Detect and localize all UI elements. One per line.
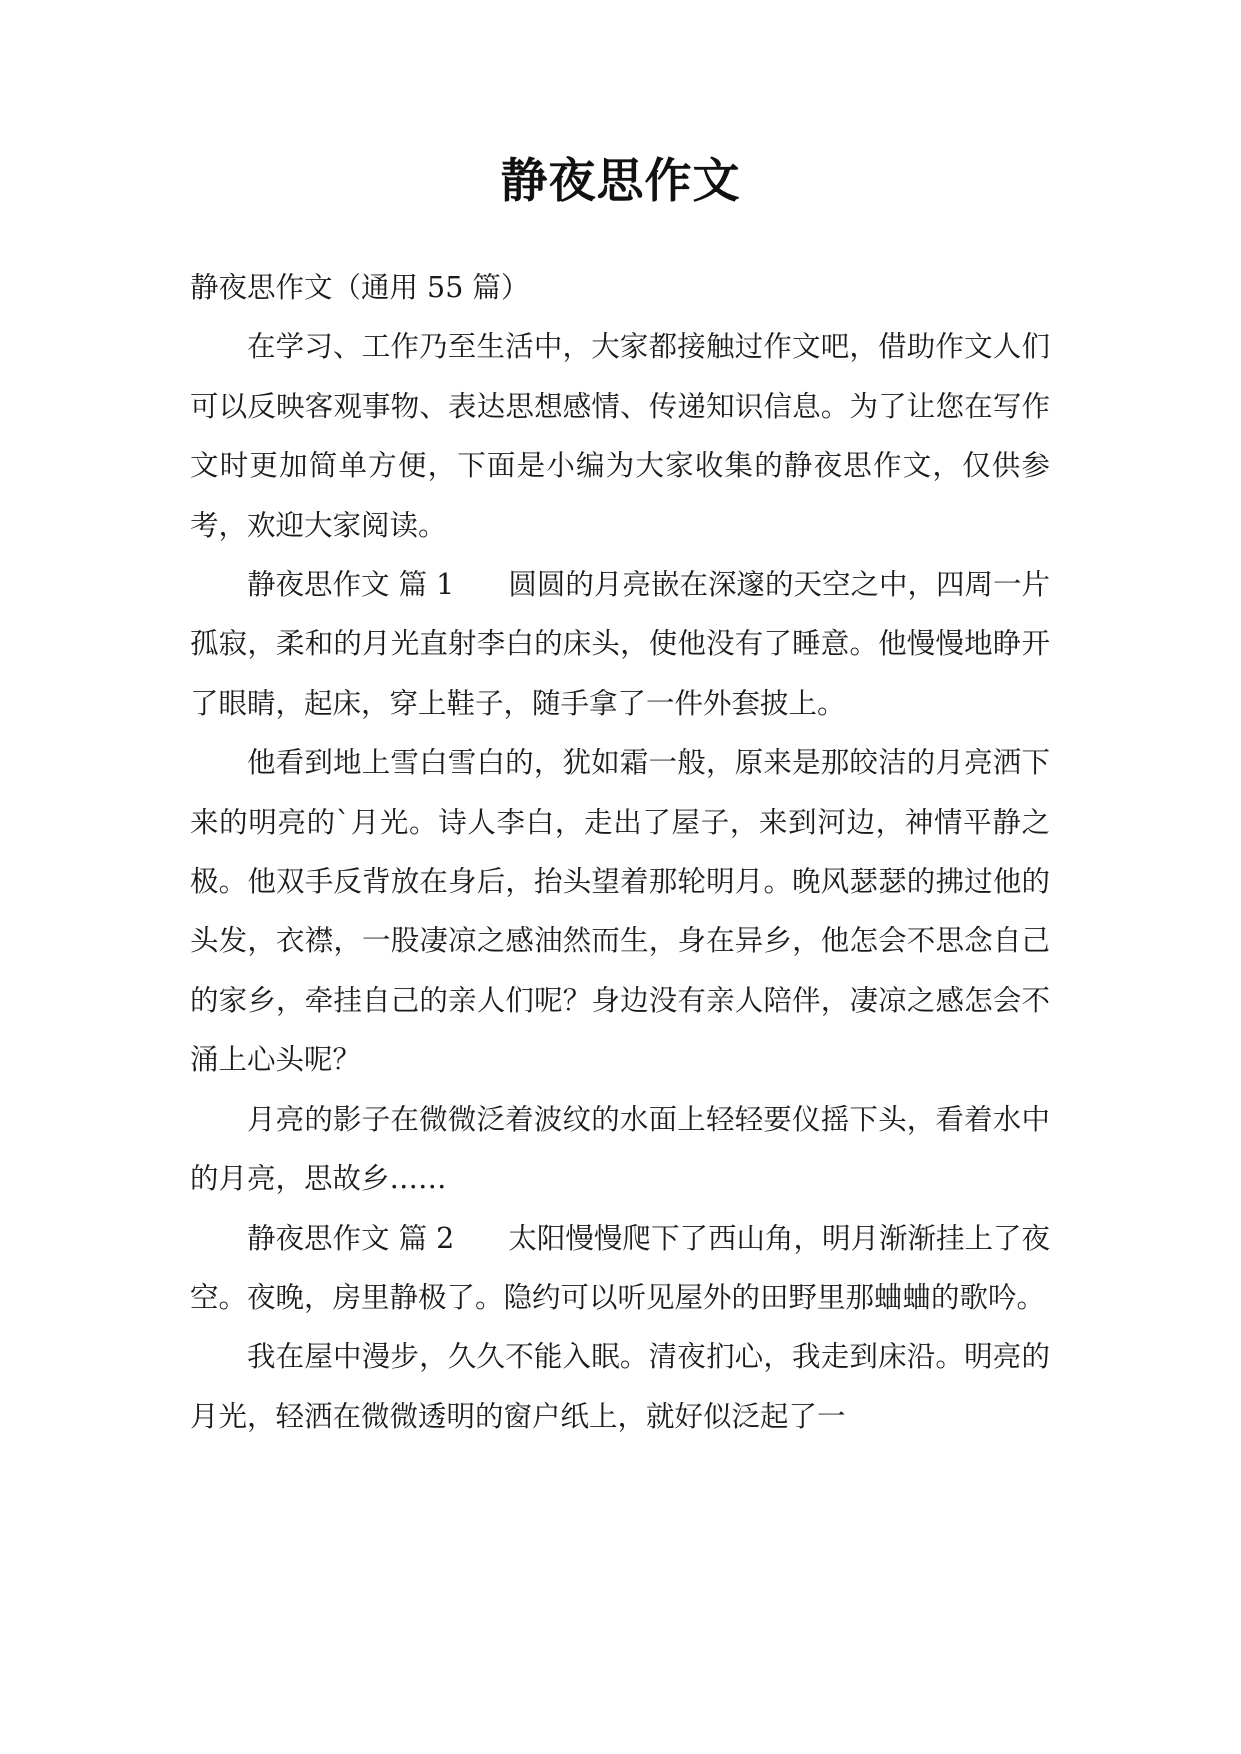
document-subtitle: 静夜思作文（通用 55 篇）: [190, 271, 530, 304]
essay-2-lead-text: 太阳慢慢爬下了西山角，明月渐渐挂上了夜空。夜晚，房里静极了。隐约可以听见屋外的田野里那蛐蛐的歌吟。: [190, 1221, 1050, 1314]
essay-1-lead-text: 圆圆的月亮嵌在深邃的天空之中，四周一片孤寂，柔和的月光直射李白的床头，使他没有了睡意。他慢慢地睁开了眼睛，起床，穿上鞋子，随手拿了一件外套披上。: [190, 568, 1050, 720]
essay-1-first-paragraph: [190, 555, 1050, 733]
intro-paragraph: 在学习、工作乃至生活中，大家都接触过作文吧，借助作文人们可以反映客观事物、表达思想感情、传递知识信息。为了让您在写作文时更加简单方便，下面是小编为大家收集的静夜思作文，仅供参考，欢迎大家阅读。: [190, 330, 1050, 542]
essay-2-paragraph: 我在屋中漫步，久久不能入眠。清夜扪心，我走到床沿。明亮的月光，轻洒在微微透明的窗户纸上，就好似泛起了一: [190, 1340, 1050, 1433]
essay-1-paragraph: 他看到地上雪白雪白的，犹如霜一般，原来是那皎洁的月亮洒下来的明亮的`月光。诗人李白，走出了屋子，来到河边，神情平静之极。他双手反背放在身后，抬头望着那轮明月。晚风瑟瑟的拂过他的头发，衣襟，一股凄凉之感油然而生，身在异乡，他怎会不思念自己的家乡，牵挂自己的亲人们呢？身边没有亲人陪伴，凄凉之感怎会不涌上心头呢？: [190, 746, 1050, 1077]
essay-2-heading: 静夜思作文 篇 2: [247, 1221, 455, 1255]
essay-1-heading: 静夜思作文 篇 1: [247, 568, 455, 602]
essay-2-first-paragraph: [190, 1209, 1050, 1328]
document-title: 静夜思作文: [500, 154, 741, 209]
document-body: [190, 258, 1050, 1446]
essay-1-paragraph: 月亮的影子在微微泛着波纹的水面上轻轻要仪摇下头，看着水中的月亮，思故乡……: [190, 1102, 1050, 1196]
